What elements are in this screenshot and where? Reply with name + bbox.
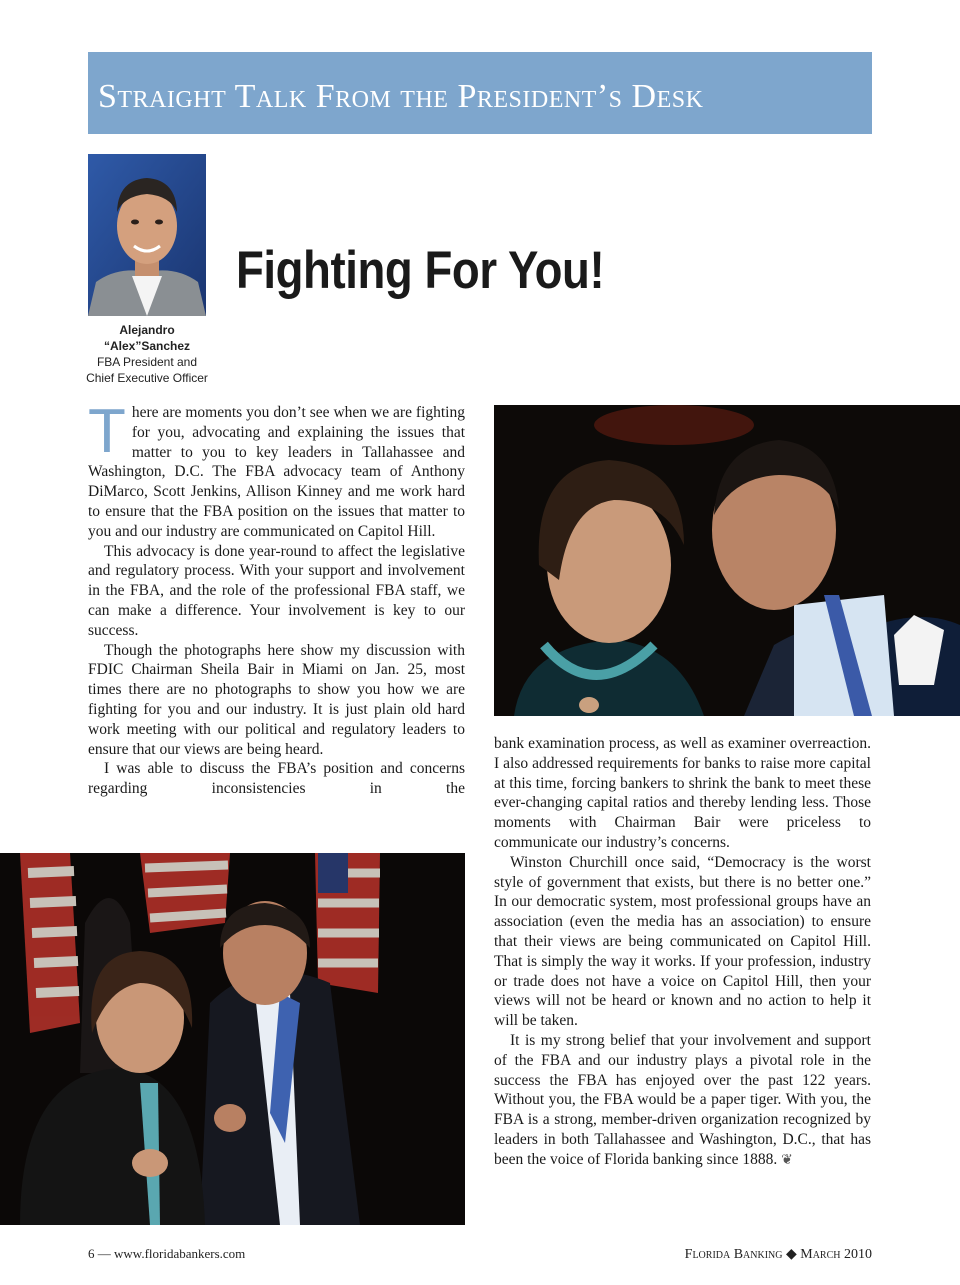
author-portrait	[88, 154, 206, 316]
article-paragraph-5: Winston Churchill once said, “Democracy is the worst style of government that exists, but there is no better one.” In our democratic system, most professional groups have an association (even the media has an association) to ensure that their views are being communicated on Capitol Hill. That is simply the way it works. If your profession, industry or trade does not have a voice on Capitol Hill, then your views will not be heard or known and no action to help it will be taken.	[494, 853, 871, 1030]
article-headline: Fighting For You!	[236, 241, 605, 300]
photo-discussion-flags	[0, 853, 465, 1225]
article-paragraph-1	[88, 403, 465, 542]
author-caption	[80, 322, 214, 386]
paragraph-6-text: It is my strong belief that your involvement and support of the FBA and our industry plays a pivotal role in the success the FBA has enjoyed over the past 122 years. Without you, the FBA would be a paper tiger. With you, the FBA is a strong, member-driven organization recognized by leaders in both Tallahassee and Washington, D.C., that has been the voice of Florida banking since 1888.	[494, 1031, 871, 1168]
article-column-right	[494, 734, 871, 1234]
section-banner	[88, 52, 872, 134]
footer-publication: Florida Banking ◆ March 2010	[684, 1247, 872, 1262]
author-name-line2: “Alex”Sanchez	[103, 339, 191, 353]
section-title: Straight Talk From the President’s Desk	[98, 78, 704, 115]
photo-discussion-closeup	[494, 405, 960, 716]
author-role-line1: FBA President and	[96, 355, 198, 369]
article-paragraph-6	[494, 1031, 871, 1171]
footer-page-url: 6 — www.floridabankers.com	[88, 1246, 246, 1261]
article-paragraph-3: Though the photographs here show my discussion with FDIC Chairman Sheila Bair in Miami on Jan. 25, most times there are no photographs to show you how we are fighting for you and our industry. It is just plain old hard work meeting with our political and regulatory leaders to ensure that our views are being heard.	[88, 641, 465, 758]
paragraph-1-text: here are moments you don’t see when we are fighting for you, advocating and explaining the issues that matter to you to key leaders in Tallahassee and Washington, D.C. The FBA advocacy team of Anthony DiMarco, Scott Jenkins, Allison Kinney and me work hard to ensure that the FBA position on the issues that matter to you and our industry are communicated on Capitol Hill.	[88, 404, 465, 540]
author-name-line1: Alejandro	[119, 323, 175, 337]
article-paragraph-2: This advocacy is done year-round to affect the legislative and regulatory process. With your support and involvement in the FBA, and the role of the professional FBA staff, we can make a difference. Your involvement is key to our success.	[88, 542, 465, 639]
article-column-left	[88, 403, 465, 843]
article-paragraph-4-continued: bank examination process, as well as examiner overreaction. I also addressed requirements for banks to raise more capital at this time, forcing bankers to shrink the bank to meet these ever-changing capital ratios and thereby lending less. Those moments with Chairman Bair were priceless to communicate our industry’s concerns.	[494, 735, 871, 851]
author-role-line2: Chief Executive Officer	[86, 371, 208, 385]
end-mark-icon: ❦	[781, 1152, 793, 1168]
article-paragraph-4: I was able to discuss the FBA’s position and concerns regarding inconsistencies in the	[88, 760, 465, 798]
drop-cap: T	[88, 403, 126, 466]
photo-flags-image	[0, 853, 465, 1225]
portrait-image	[88, 154, 206, 316]
photo-closeup-image	[494, 405, 960, 716]
